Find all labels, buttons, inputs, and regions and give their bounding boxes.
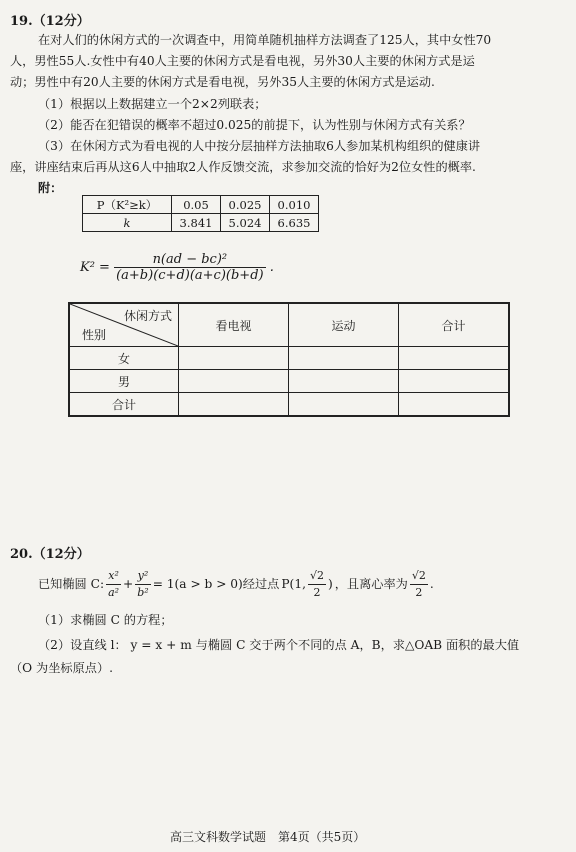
q20-part1: （1）求椭圆 C 的方程； xyxy=(38,613,173,627)
ellipse-tail: = 1(a > b > 0)经过点 xyxy=(152,577,280,591)
q19-part3: （3）在休闲方式为看电视的人中按分层抽样方法抽取6人参加某机构组织的健康讲 xyxy=(38,139,481,153)
table-cell xyxy=(289,393,399,417)
critical-value-header: k xyxy=(83,214,172,232)
row-header: 女 xyxy=(69,347,179,370)
q19-part1: （1）根据以上数据建立一个2×2列联表； xyxy=(38,97,267,111)
column-header: 看电视 xyxy=(179,303,289,347)
q19-intro-line3: 动；男性中有20人主要的休闲方式是看电视，另外35人主要的休闲方式是运动. xyxy=(10,75,435,89)
corner-bottom-label: 性别 xyxy=(82,328,107,342)
q20-prefix: 已知椭圆 C: xyxy=(38,577,105,591)
table-row xyxy=(69,370,509,393)
probability-value: 0.010 xyxy=(270,196,319,214)
column-header: 运动 xyxy=(289,303,399,347)
ecc-num: √2 xyxy=(410,568,428,585)
q19-intro-line1: 在对人们的休闲方式的一次调查中，用简单随机抽样方法调查了125人，其中女性70 xyxy=(38,33,492,47)
critical-value-row xyxy=(83,214,319,232)
contingency-table xyxy=(68,302,510,417)
ecc-den: 2 xyxy=(415,585,423,599)
contingency-header-row xyxy=(69,303,509,347)
formula-fraction xyxy=(114,252,266,283)
point-den: 2 xyxy=(313,585,321,599)
table-row xyxy=(69,393,509,417)
critical-value: 6.635 xyxy=(270,214,319,232)
point-prefix: P(1, xyxy=(281,577,306,591)
ellipse-y-term xyxy=(135,568,150,601)
contingency-corner-cell xyxy=(69,303,179,347)
q19-part2: （2）能否在犯错误的概率不超过0.025的前提下，认为性别与休闲方式有关系？ xyxy=(38,118,471,132)
probability-header: P（K²≥k） xyxy=(83,196,172,214)
ellipse-y-den: b² xyxy=(137,585,149,599)
corner-top-label: 休闲方式 xyxy=(123,309,172,323)
q20-part2-cont: （O 为坐标原点）. xyxy=(10,661,114,675)
table-cell xyxy=(179,393,289,417)
probability-table xyxy=(82,195,319,232)
formula-tail: . xyxy=(269,260,274,275)
eccentricity-tail: . xyxy=(429,577,434,591)
formula-denominator: (a+b)(c+d)(a+c)(b+d) xyxy=(116,268,264,283)
q19-intro-line2: 人，男性55人.女性中有40人主要的休闲方式是看电视，另外30人主要的休闲方式是运 xyxy=(10,54,475,68)
eccentricity-text: ，且离心率为 xyxy=(334,577,408,591)
table-cell xyxy=(399,370,510,393)
probability-row xyxy=(83,196,319,214)
ellipse-x-den: a² xyxy=(108,585,120,599)
page-footer: 高三文科数学试题 第4页（共5页） xyxy=(170,830,366,844)
table-cell xyxy=(179,370,289,393)
point-fraction xyxy=(308,568,326,601)
ellipse-y-num: y² xyxy=(135,568,150,585)
eccentricity-fraction xyxy=(410,568,428,601)
appendix-label: 附： xyxy=(38,181,63,195)
table-cell xyxy=(289,347,399,370)
probability-value: 0.025 xyxy=(221,196,270,214)
formula-lhs: K² = xyxy=(80,260,110,275)
table-cell xyxy=(179,347,289,370)
row-header: 合计 xyxy=(69,393,179,417)
q19-part3-cont: 座，讲座结束后再从这6人中抽取2人作反馈交流，求参加交流的恰好为2位女性的概率. xyxy=(10,160,476,174)
q19-number: 19.（12分） xyxy=(10,14,90,29)
formula-numerator: n(ad − bc)² xyxy=(114,252,266,268)
table-cell xyxy=(399,393,510,417)
critical-value: 5.024 xyxy=(221,214,270,232)
table-row xyxy=(69,347,509,370)
q20-statement: 已知椭圆 C: $\frac{\text{x²}}{\text{a²}}$ + $\frac{\text{y²}}{\text{b²}}$ = 1(a > b > 0)经过点 P(1, $\frac{√2}{2}$ ) ，且离心率为 $\frac{√2}{2}$ . xyxy=(38,568,434,599)
critical-value: 3.841 xyxy=(172,214,221,232)
q20-number: 20.（12分） xyxy=(10,547,90,562)
probability-value: 0.05 xyxy=(172,196,221,214)
q20-part2: （2）设直线 l： y = x + m 与椭圆 C 交于两个不同的点 A，B，求△OAB 面积的最大值 xyxy=(38,638,520,652)
point-suffix: ) xyxy=(327,577,333,591)
column-header: 合计 xyxy=(399,303,510,347)
table-cell xyxy=(399,347,510,370)
row-header: 男 xyxy=(69,370,179,393)
k-squared-formula xyxy=(80,252,274,283)
ellipse-x-term xyxy=(106,568,121,601)
point-num: √2 xyxy=(308,568,326,585)
table-cell xyxy=(289,370,399,393)
ellipse-x-num: x² xyxy=(106,568,121,585)
